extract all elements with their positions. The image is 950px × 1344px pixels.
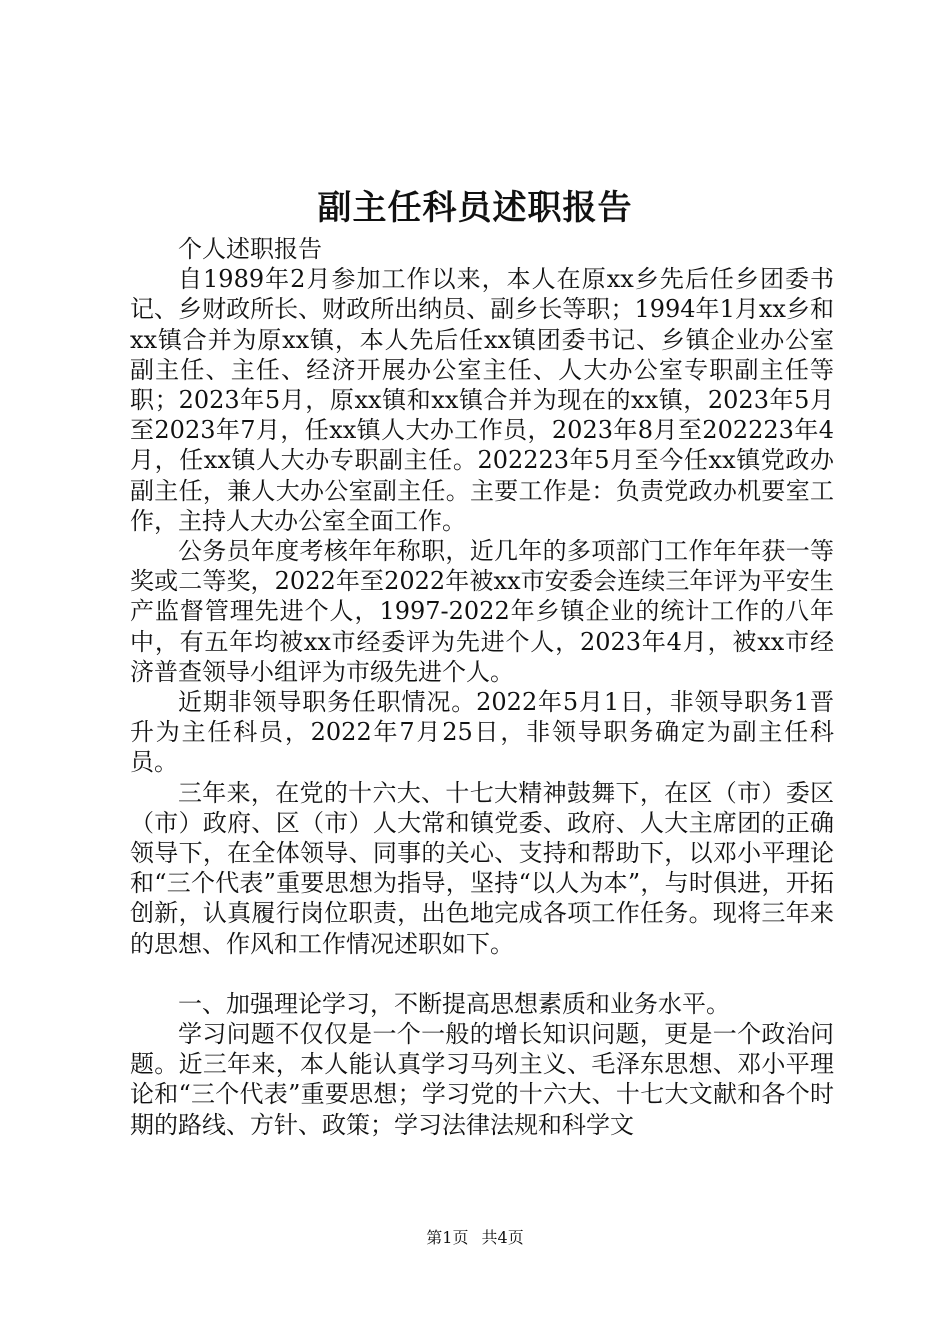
- paragraph-overview: 三年来，在党的十六大、十七大精神鼓舞下，在区（市）委区（市）政府、区（市）人大常和镇党委、政府、人大主席团的正确领导下，在全体领导、同事的关心、支持和帮助下，以邓小平理论和“三个代表”重要思想为指导，坚持“以人为本”，与时俱进，开拓创新，认真履行岗位职责，出色地完成各项工作任务。现将三年来的思想、作风和工作情况述职如下。: [130, 778, 834, 958]
- page-total: 共4页: [481, 1228, 524, 1247]
- page-number: 第1页: [426, 1228, 469, 1247]
- section-heading-1: 一、加强理论学习，不断提高思想素质和业务水平。: [178, 989, 730, 1018]
- paragraph-appointment: 近期非领导职务任职情况。2022年5月1日，非领导职务1晋升为主任科员，2022年7月25日，非领导职务确定为副主任科员。: [130, 688, 834, 777]
- document-title: 副主任科员述职报告: [317, 188, 633, 228]
- paragraph-career: 自1989年2月参加工作以来，本人在原xx乡先后任乡团委书记、乡财政所长、财政所出纳员、副乡长等职；1994年1月xx乡和xx镇合并为原xx镇，本人先后任xx镇团委书记、乡镇企业办公室副主任、主任、经济开展办公室主任、人大办公室专职副主任等职；2023年5月，原xx镇和xx镇合并为现在的xx镇，2023年5月至2023年7月，任xx镇人大办工作员，2023年8月至202223年4月，任xx镇人大办专职副主任。202223年5月至今任xx镇党政办副主任，兼人大办公室副主任。主要工作是：负责党政办机要室工作，主持人大办公室全面工作。: [130, 265, 834, 535]
- paragraph-awards: 公务员年度考核年年称职，近几年的多项部门工作年年获一等奖或二等奖，2022年至2022年被xx市安委会连续三年评为平安生产监督管理先进个人，1997-2022年乡镇企业的统计工作的八年中，有五年均被xx市经委评为先进个人，2023年4月，被xx市经济普查领导小组评为市级先进个人。: [130, 537, 834, 686]
- paragraph-study: 学习问题不仅仅是一个一般的增长知识问题，更是一个政治问题。近三年来，本人能认真学习马列主义、毛泽东思想、邓小平理论和“三个代表”重要思想；学习党的十六大、十七大文献和各个时期的路线、方针、政策；学习法律法规和科学文: [130, 1020, 834, 1139]
- document-body: [130, 234, 834, 1140]
- page-footer: [0, 1226, 950, 1250]
- paragraph-subtitle: 个人述职报告: [178, 235, 322, 263]
